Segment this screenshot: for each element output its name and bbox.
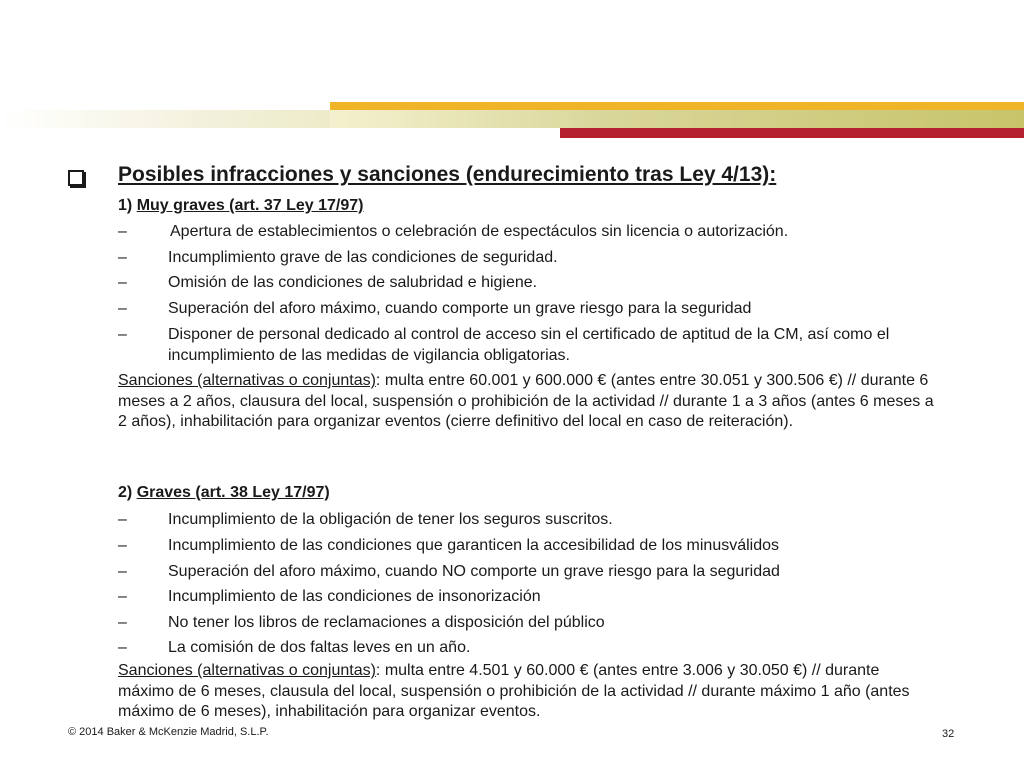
sanciones-paragraph-graves: Sanciones (alternativas o conjuntas): multa entre 4.501 y 60.000 € (antes entre 3.006 y 30.050 €) // durante máximo de 6 meses, clausula del local, suspensión o prohibición de la actividad // durante máximo 1 año (antes máximo de 6 meses), inhabilitación para organizar eventos. xyxy=(118,662,910,720)
slide-title: Posibles infracciones y sanciones (endurecimiento tras Ley 4/13): xyxy=(118,163,777,186)
page-number: 32 xyxy=(942,728,955,740)
section-heading-muy-graves: 1) Muy graves (art. 37 Ley 17/97) xyxy=(118,197,364,214)
header-decoration-gold-bar xyxy=(330,102,1024,110)
header-decoration-red-bar xyxy=(560,128,1024,138)
sanciones-paragraph-muy-graves: Sanciones (alternativas o conjuntas): multa entre 60.001 y 600.000 € (antes entre 30.051 y 300.506 €) // durante 6 meses a 2 años, clausura del local, suspensión o prohibición de la actividad // durante 1 a 3 años (antes 6 meses a 2 años), inhabilitación para organizar eventos (cierre definitivo del local en caso de reiteración). xyxy=(118,372,934,430)
header-decoration-olive-bar xyxy=(330,110,1024,128)
checkbox-bullet-icon xyxy=(68,170,84,186)
footer-copyright: © 2014 Baker & McKenzie Madrid, S.L.P. xyxy=(68,726,269,738)
section-heading-graves: 2) Graves (art. 38 Ley 17/97) xyxy=(118,484,330,501)
